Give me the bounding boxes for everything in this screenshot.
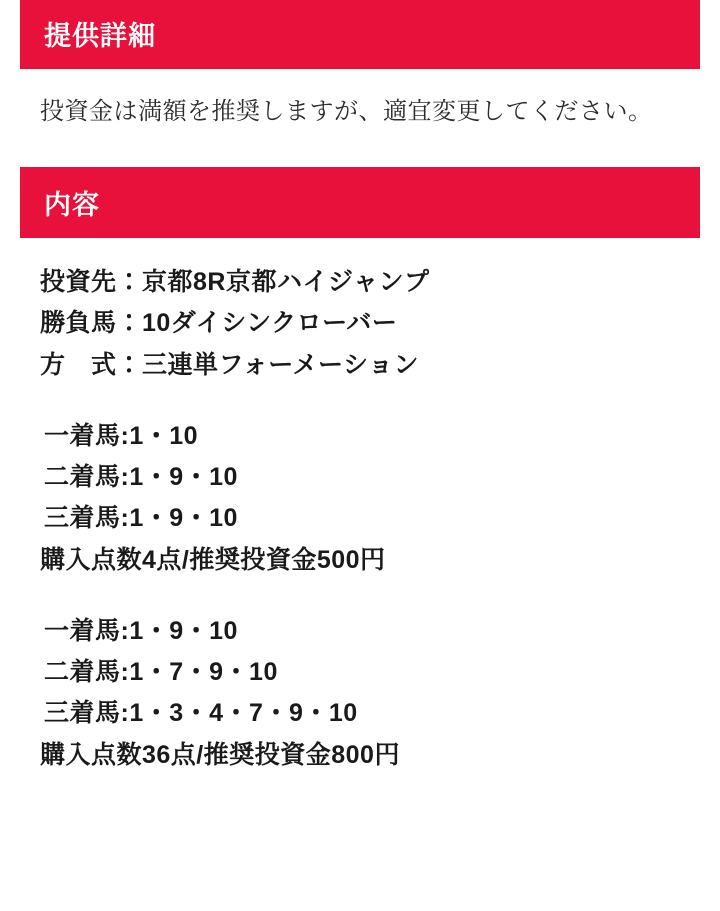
section-header-content: 内容 bbox=[20, 167, 700, 238]
section-offer-detail bbox=[20, 0, 700, 153]
bet-group-2-second-place: 二着馬:1・7・9・10 bbox=[44, 658, 278, 686]
content-body bbox=[20, 238, 700, 786]
content-gap-2 bbox=[40, 581, 680, 611]
bet-group-2-third-place: 三着馬:1・3・4・7・9・10 bbox=[44, 699, 358, 728]
bet-group-2 bbox=[40, 611, 680, 776]
bet-group-1-third-place: 三着馬:1・9・10 bbox=[44, 504, 238, 533]
offer-detail-text: 投資金は満額を推奨しますが、適宜変更してください。 bbox=[40, 98, 653, 125]
bet-group-2-first-place: 一着馬:1・9・10 bbox=[44, 616, 238, 645]
content-line-target: 投資先：京都8R京都ハイジャンプ bbox=[40, 268, 430, 296]
bet-group-1-summary: 購入点数4点/推奨投資金500円 bbox=[40, 545, 386, 574]
offer-detail-body bbox=[20, 69, 700, 153]
bet-group-2-summary: 購入点数36点/推奨投資金800円 bbox=[40, 740, 400, 769]
section-content bbox=[20, 167, 700, 786]
section-spacer bbox=[20, 153, 700, 167]
content-line-horse: 勝負馬：10ダイシンクローバー bbox=[40, 309, 398, 338]
section-header-offer-detail: 提供詳細 bbox=[20, 0, 700, 69]
content-gap-1 bbox=[40, 386, 680, 416]
bet-group-1-second-place: 二着馬:1・9・10 bbox=[44, 463, 238, 491]
bet-group-1 bbox=[40, 416, 680, 581]
bet-group-1-first-place: 一着馬:1・10 bbox=[44, 421, 199, 450]
content-line-method: 方 式：三連単フォーメーション bbox=[40, 350, 420, 379]
